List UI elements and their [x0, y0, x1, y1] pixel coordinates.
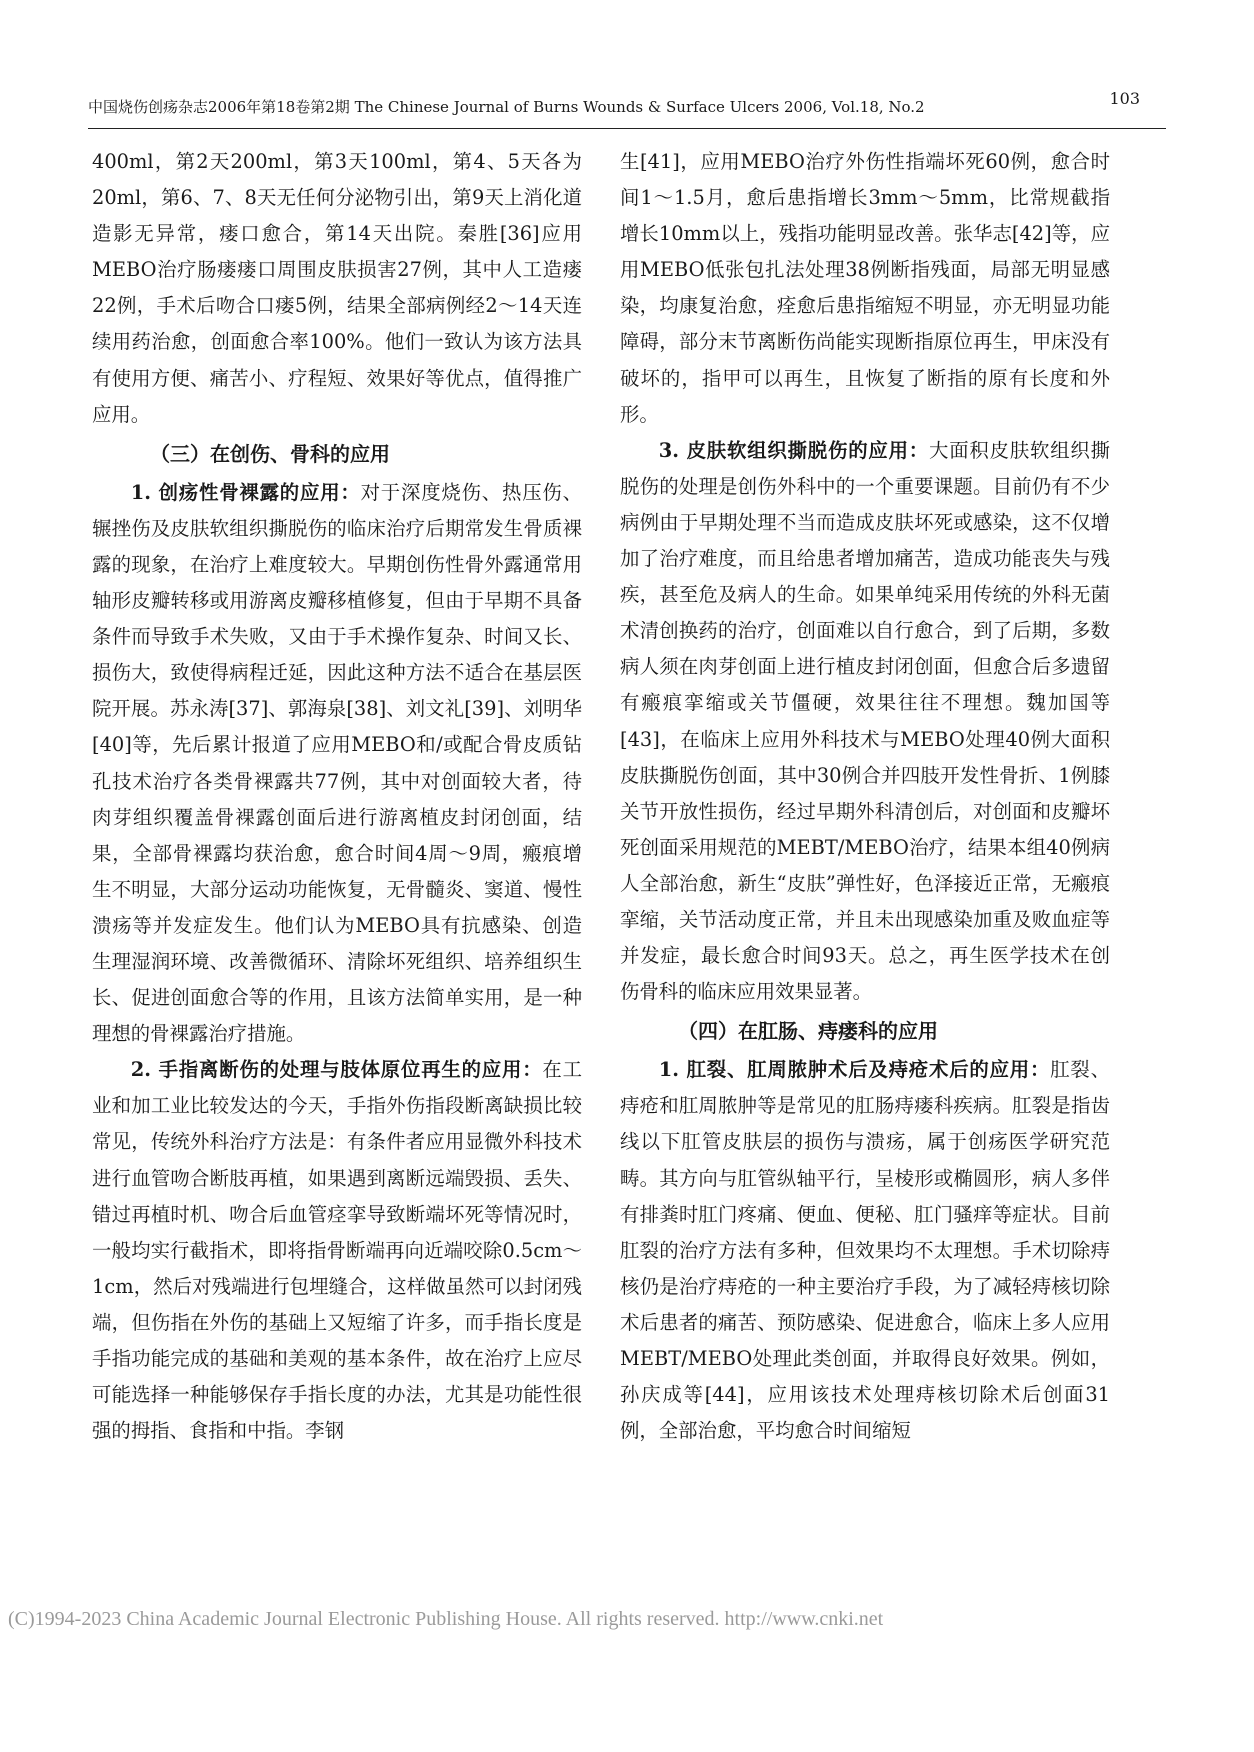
- paragraph: 生[41]，应用MEBO治疗外伤性指端坏死60例，愈合时间1～1.5月，愈后患指增长3mm～5mm，比常规截指增长10mm以上，残指功能明显改善。张华志[42]等，应用MEBO低张包扎法处理38例断指残面，局部无明显感染，均康复治愈，痊愈后患指缩短不明显，亦无明显功能障碍，部分末节离断伤尚能实现断指原位再生，甲床没有破坏的，指甲可以再生，且恢复了断指的原有长度和外形。: [620, 150, 1110, 426]
- subsection-title: 2. 手指离断伤的处理与肢体原位再生的应用：: [130, 1058, 543, 1082]
- journal-citation: 中国烧伤创疡杂志2006年第18卷第2期 The Chinese Journal of Burns Wounds & Surface Ulcers 2006, Vol.18, No.2: [88, 98, 925, 116]
- right-column: [620, 144, 1110, 1449]
- paragraph: 400ml，第2天200ml，第3天100ml，第4、5天各为20ml，第6、7、8天无任何分泌物引出，第9天上消化道造影无异常，瘘口愈合，第14天出院。秦胜[36]应用MEBO治疗肠瘘瘘口周围皮肤损害27例，其中人工造瘘22例，手术后吻合口瘘5例，结果全部病例经2～14天连续用药治愈，创面愈合率100%。他们一致认为该方法具有使用方便、痛苦小、疗程短、效果好等优点，值得推广应用。: [92, 150, 582, 426]
- paragraph: [620, 1052, 1110, 1449]
- paragraph: [92, 475, 582, 1053]
- running-header: [88, 89, 1166, 129]
- paragraph-text: 肛裂、痔疮和肛周脓肿等是常见的肛肠痔瘘科疾病。肛裂是指齿线以下肛管皮肤层的损伤与溃疡，属于创疡医学研究范畴。其方向与肛管纵轴平行，呈棱形或椭圆形，病人多伴有排粪时肛门疼痛、便血、便秘、肛门骚痒等症状。目前肛裂的治疗方法有多种，但效果均不太理想。手术切除痔核仍是治疗痔疮的一种主要治疗手段，为了减轻痔核切除术后患者的痛苦、预防感染、促进愈合，临床上多人应用MEBT/MEBO处理此类创面，并取得良好效果。例如，孙庆成等[44]，应用该技术处理痔核切除术后创面31例，全部治愈，平均愈合时间缩短: [620, 1058, 1110, 1443]
- copyright-footer: (C)1994-2023 China Academic Journal Electronic Publishing House. All rights reserved. http://www.cnki.net: [8, 1608, 884, 1630]
- subsection-title: 1. 创疡性骨裸露的应用：: [130, 480, 361, 504]
- page-number: 103: [1109, 89, 1140, 108]
- subsection-title: 3. 皮肤软组织撕脱伤的应用：: [658, 438, 930, 462]
- subsection-title: 1. 肛裂、肛周脓肿术后及痔疮术后的应用：: [658, 1058, 1051, 1082]
- paragraph-text: 在工业和加工业比较发达的今天，手指外伤指段断离缺损比较常见，传统外科治疗方法是：有条件者应用显微外科技术进行血管吻合断肢再植，如果遇到离断远端毁损、丢失、错过再植时机、吻合后血管痉挛导致断端坏死等情况时，一般均实行截指术，即将指骨断端再向近端咬除0.5cm～1cm，然后对残端进行包埋缝合，这样做虽然可以封闭残端，但伤指在外伤的基础上又短缩了许多，而手指长度是手指功能完成的基础和美观的基本条件，故在治疗上应尽可能选择一种能够保存手指长度的办法，尤其是功能性很强的拇指、食指和中指。李钢: [92, 1058, 582, 1443]
- section-heading: （三）在创伤、骨科的应用: [150, 441, 390, 466]
- paragraph-text: 大面积皮肤软组织撕脱伤的处理是创伤外科中的一个重要课题。目前仍有不少病例由于早期处理不当而造成皮肤坏死或感染，这不仅增加了治疗难度，而且给患者增加痛苦，造成功能丧失与残疾，甚至危及病人的生命。如果单纯采用传统的外科无菌术清创换药的治疗，创面难以自行愈合，到了后期，多数病人须在肉芽创面上进行植皮封闭创面，但愈合后多遗留有瘢痕挛缩或关节僵硬，效果往往不理想。魏加国等[43]，在临床上应用外科技术与MEBO处理40例大面积皮肤撕脱伤创面，其中30例合并四肢开发性骨折、1例膝关节开放性损伤，经过早期外科清创后，对创面和皮瓣坏死创面采用规范的MEBT/MEBO治疗，结果本组40例病人全部治愈，新生“皮肤”弹性好，色泽接近正常，无瘢痕挛缩，关节活动度正常，并且未出现感染加重及败血症等并发症，最长愈合时间93天。总之，再生医学技术在创伤骨科的临床应用效果显著。: [620, 438, 1111, 1004]
- paragraph-text: 对于深度烧伤、热压伤、辗挫伤及皮肤软组织撕脱伤的临床治疗后期常发生骨质裸露的现象，在治疗上难度较大。早期创伤性骨外露通常用轴形皮瓣转移或用游离皮瓣移植修复，但由于早期不具备条件而导致手术失败，又由于手术操作复杂、时间又长、损伤大，致使得病程迁延，因此这种方法不适合在基层医院开展。苏永涛[37]、郭海泉[38]、刘文礼[39]、刘明华[40]等，先后累计报道了应用MEBO和/或配合骨皮质钻孔技术治疗各类骨裸露共77例，其中对创面较大者，待肉芽组织覆盖骨裸露创面后进行游离植皮封闭创面，结果，全部骨裸露均获治愈，愈合时间4周～9周，瘢痕增生不明显，大部分运动功能恢复，无骨髓炎、窦道、慢性溃疡等并发症发生。他们认为MEBO具有抗感染、创造生理湿润环境、改善微循环、清除坏死组织、培养组织生长、促进创面愈合等的作用，且该方法简单实用，是一种理想的骨裸露治疗措施。: [92, 480, 583, 1046]
- left-column: [92, 144, 582, 1449]
- paragraph: [620, 433, 1110, 1011]
- section-heading: （四）在肛肠、痔瘘科的应用: [678, 1019, 938, 1044]
- paragraph: [92, 1052, 582, 1449]
